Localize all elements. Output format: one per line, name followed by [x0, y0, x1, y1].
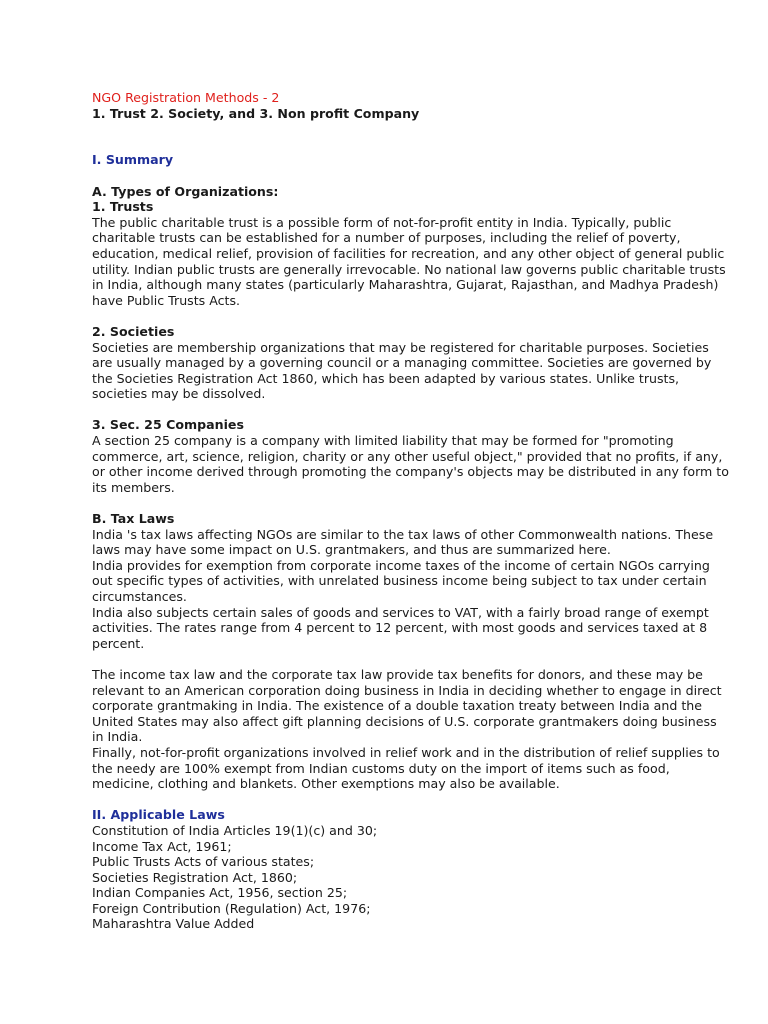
list-item: Income Tax Act, 1961; — [92, 838, 232, 854]
applicable-laws-heading: II. Applicable Laws — [92, 807, 225, 823]
list-item: Societies Registration Act, 1860; — [92, 869, 298, 885]
document-page — [92, 90, 732, 932]
tax-laws-paragraph-2: India provides for exemption from corporate income taxes of the income of certain NGOs carrying out specific types of activities, with unrelated business income being subject to tax under certain circumstances. — [92, 557, 710, 604]
companies-paragraph: A section 25 company is a company with limited liability that may be formed for "promoting commerce, art, science, religion, charity or any other useful object," provided that no profits, if any, or other income derived through promoting the company's objects may be distributed in any form to its members. — [92, 433, 729, 495]
list-item: Foreign Contribution (Regulation) Act, 1976; — [92, 900, 371, 916]
trusts-heading: 1. Trusts — [92, 199, 154, 215]
companies-heading: 3. Sec. 25 Companies — [92, 417, 244, 433]
document-subtitle: 1. Trust 2. Society, and 3. Non profit Company — [92, 105, 420, 121]
list-item: Constitution of India Articles 19(1)(c) and 30; — [92, 822, 378, 838]
tax-laws-paragraph-5: Finally, not-for-profit organizations involved in relief work and in the distribution of relief supplies to the needy are 100% exempt from Indian customs duty on the import of items such as food, medicine, clothing and blankets. Other exemptions may also be available. — [92, 744, 720, 792]
list-item: Indian Companies Act, 1956, section 25; — [92, 885, 348, 901]
list-item: Maharashtra Value Added — [92, 916, 255, 932]
societies-heading: 2. Societies — [92, 323, 175, 339]
applicable-laws-list — [92, 823, 732, 932]
trusts-paragraph: The public charitable trust is a possible form of not-for-profit entity in India. Typically, public charitable trusts can be established for a number of purposes, including the relief of poverty, education, medical relief, provision of facilities for recreation, and any other object of general public utility. Indian public trusts are generally irrevocable. No national law governs public charitable trusts in India, although many states (particularly Maharashtra, Gujarat, Rajasthan, and Madhya Pradesh) have Public Trusts Acts. — [92, 214, 726, 308]
tax-laws-paragraph-4: The income tax law and the corporate tax law provide tax benefits for donors, and these may be relevant to an American corporation doing business in India in deciding whether to engage in direct corporate grantmaking in India. The existence of a double taxation treaty between India and the United States may also affect gift planning decisions of U.S. corporate grantmakers doing business in India. — [92, 666, 722, 745]
tax-laws-paragraph-1: India 's tax laws affecting NGOs are similar to the tax laws of other Commonwealth nations. These laws may have some impact on U.S. grantmakers, and thus are summarized here. — [92, 526, 714, 558]
tax-laws-heading: B. Tax Laws — [92, 511, 175, 527]
tax-laws-paragraph-3: India also subjects certain sales of goods and services to VAT, with a fairly broad range of exempt activities. The rates range from 4 percent to 12 percent, with most goods and services taxed at 8 percent. — [92, 604, 709, 651]
types-heading: A. Types of Organizations: — [92, 183, 279, 199]
societies-paragraph: Societies are membership organizations that may be registered for charitable purposes. Societies are usually managed by a governing council or a managing committee. Societies are governed by the Societies Registration Act 1860, which has been adapted by various states. Unlike trusts, societies may be dissolved. — [92, 339, 712, 402]
summary-heading: I. Summary — [92, 152, 174, 168]
list-item: Public Trusts Acts of various states; — [92, 854, 315, 870]
document-title: NGO Registration Methods - 2 — [92, 90, 280, 105]
